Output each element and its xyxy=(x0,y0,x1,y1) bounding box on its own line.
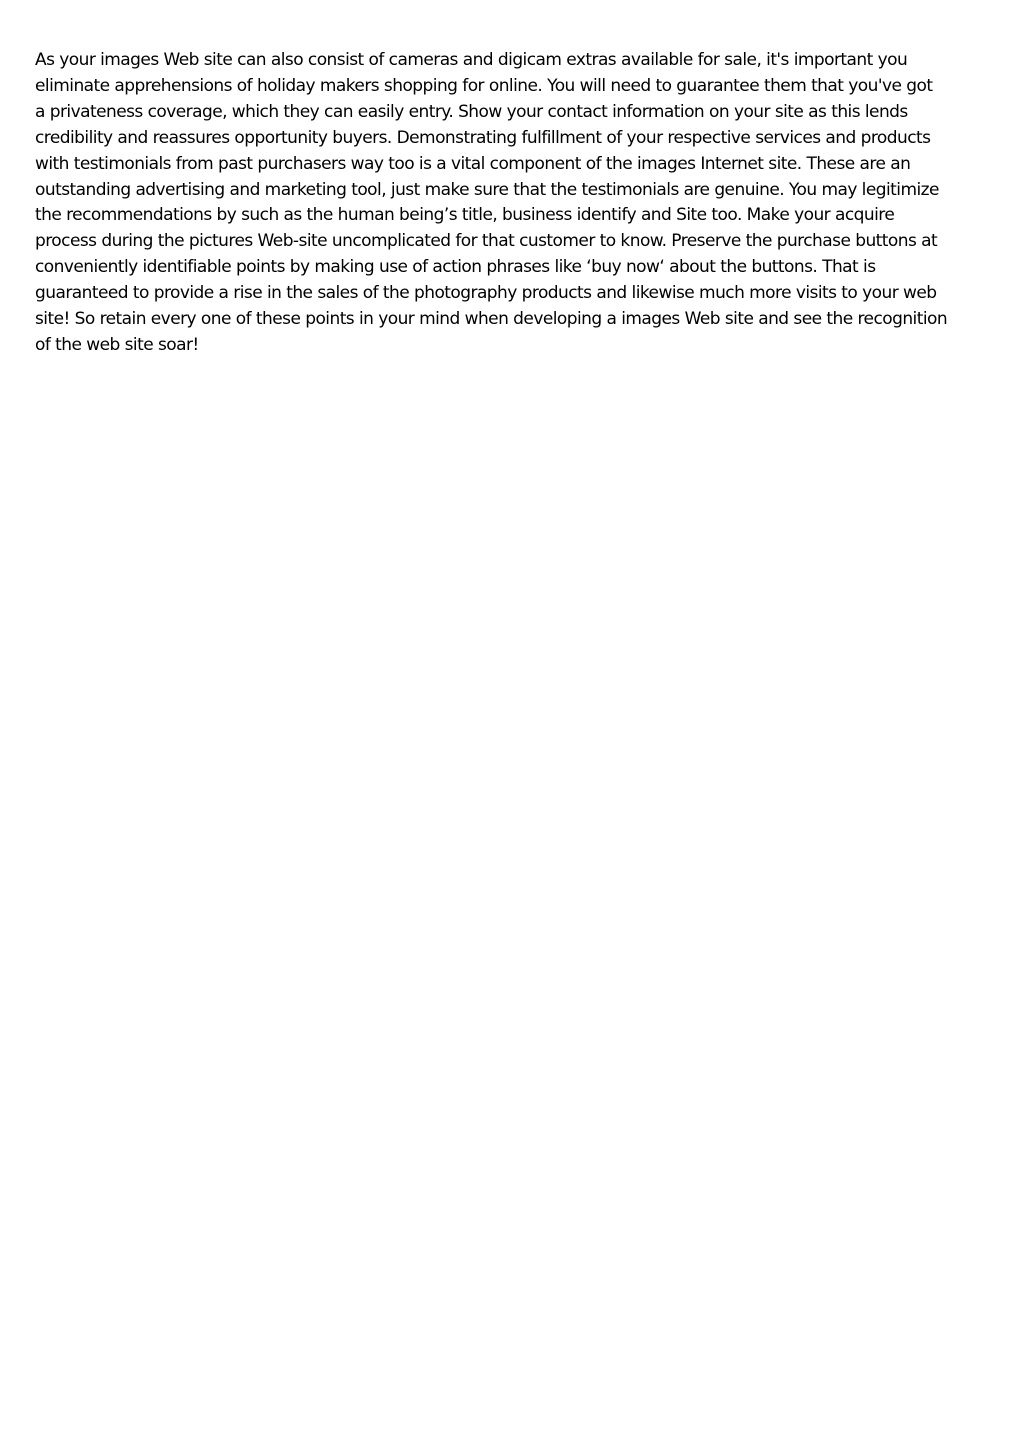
paragraph-line: outstanding advertising and marketing tool, just make sure that the testimonials are genuine. You may legitimize xyxy=(35,179,939,200)
paragraph-line: guaranteed to provide a rise in the sales of the photography products and likewise much more visits to your web xyxy=(35,283,937,304)
paragraph-line: conveniently identifiable points by making use of action phrases like ‘buy now‘ about the buttons. That is xyxy=(35,257,876,278)
paragraph-line: site! So retain every one of these points in your mind when developing a images Web site and see the recognition xyxy=(35,309,948,330)
paragraph-line: of the web site soar! xyxy=(35,334,199,355)
paragraph-line: As your images Web site can also consist of cameras and digicam extras available for sale, it's important you xyxy=(35,50,908,70)
paragraph-line: credibility and reassures opportunity buyers. Demonstrating fulfillment of your respective services and products xyxy=(35,127,931,148)
paragraph-line: eliminate apprehensions of holiday makers shopping for online. You will need to guarantee them that you've got xyxy=(35,75,933,96)
paragraph-line: with testimonials from past purchasers way too is a vital component of the images Internet site. These are an xyxy=(35,153,911,174)
paragraph-line: process during the pictures Web-site uncomplicated for that customer to know. Preserve the purchase buttons at xyxy=(35,231,938,252)
paragraph-line: a privateness coverage, which they can easily entry. Show your contact information on your site as this lends xyxy=(35,101,908,122)
body-paragraph xyxy=(35,48,993,359)
paragraph-line: the recommendations by such as the human being’s title, business identify and Site too. Make your acquire xyxy=(35,205,895,226)
